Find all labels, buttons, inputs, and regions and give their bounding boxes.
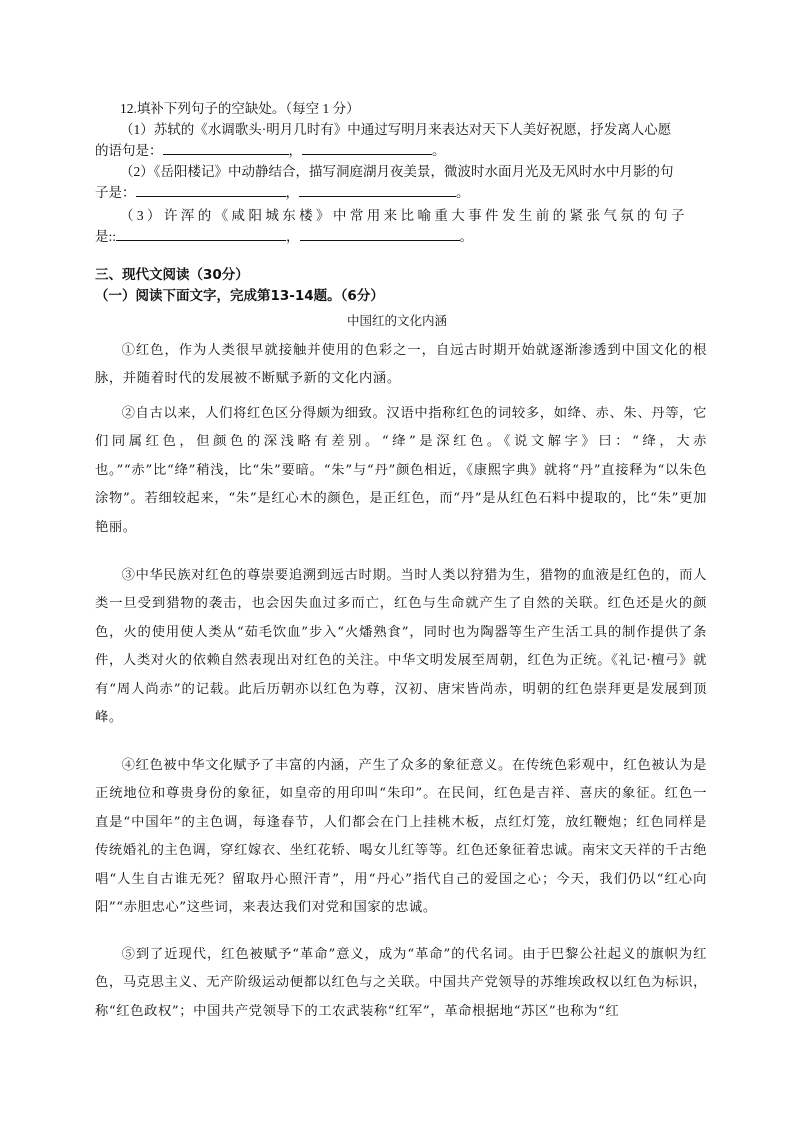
answer-blank[interactable] [136,184,286,197]
article-title: 中国红的文化内涵 [346,313,447,328]
question-12-item-2-answer: 子是： ， 。 [95,185,470,200]
answer-blank[interactable] [163,142,289,155]
question-12-item-2-text: （2）《岳阳楼记》中动静结合，描写洞庭湖月夜美景，微波时水面月光及无风时水中月影的句 [120,164,674,179]
article-paragraph-2: ②自古以来，人们将红色区分得颇为细致。汉语中指称红色的词较多，如绛、赤、朱、丹等，它们同属红色，但颜色的深浅略有差别。“绛”是深红色。《说文解字》曰：“绛，大赤也。”“赤”比“绛”稍浅，比“朱”要暗。“朱”与“丹”颜色相近，《康熙字典》就将“丹”直接释为“以朱色涂物”。若细较起来，“朱”是红心木的颜色，是正红色，而“丹”是从红色石料中提取的，比“朱”更加艳丽。 [95,406,707,535]
answer-prefix: 的语句是： [95,143,163,158]
answer-blank[interactable] [300,228,460,241]
question-12-item-1-text: （1）苏轼的《水调歌头·明月几时有》中通过写明月来表达对天下人美好祝愿，抒发离人心愿 [120,122,672,137]
question-12-title: 12.填补下列句子的空缺处。（每空 1 分） [120,101,360,116]
article-paragraph-5: ⑤到了近现代，红色被赋予“革命”意义，成为“革命”的代名词。由于巴黎公社起义的旗帜为红色，马克思主义、无产阶级运动便都以红色与之关联。中国共产党领导的苏维埃政权以红色为标识，称“红色政权”；中国共产党领导下的工农武装称“红军”，革命根据地“苏区”也称为“红 [95,947,707,1019]
answer-prefix: 是:: [95,229,117,244]
answer-blank[interactable] [302,142,432,155]
answer-blank[interactable] [299,184,456,197]
answer-blank[interactable] [116,228,286,241]
question-12-item-1-answer: 的语句是： ， 。 [95,143,446,158]
article-paragraph-1: ①红色，作为人类很早就接触并使用的色彩之一，自远古时期开始就逐渐渗透到中国文化的根脉，并随着时代的发展被不断赋予新的文化内涵。 [95,343,707,387]
question-12-item-3-answer: 是:: ， 。 [95,229,474,244]
section-heading: 三、现代文阅读（30分） [95,267,249,283]
answer-prefix: 子是： [95,185,136,200]
section-subheading: （一）阅读下面文字，完成第13-14题。（6分） [95,288,384,304]
question-12-item-3-text: （3）许浑的《咸阳城东楼》中常用来比喻重大事件发生前的紧张气氛的句子 [120,208,688,223]
article-paragraph-3: ③中华民族对红色的尊崇要追溯到远古时期。当时人类以狩猎为生，猎物的血液是红色的，而人类一旦受到猎物的袭击，也会因失血过多而亡，红色与生命就产生了自然的关联。红色还是火的颜色，火的使用使人类从“茹毛饮血”步入“火燔熟食”，同时也为陶器等生产生活工具的制作提供了条件，人类对火的依赖自然表现出对红色的关注。中华文明发展至周朝，红色为正统。《礼记·檀弓》就有“周人尚赤”的记载。此后历朝亦以红色为尊，汉初、唐宋皆尚赤，明朝的红色崇拜更是发展到顶峰。 [95,568,707,726]
article-paragraph-4: ④红色被中华文化赋予了丰富的内涵，产生了众多的象征意义。在传统色彩观中，红色被认为是正统地位和尊贵身份的象征，如皇帝的用印叫“朱印”。在民间，红色是吉祥、喜庆的象征。红色一直是“中国年”的主色调，每逢春节，人们都会在门上挂桃木板，点红灯笼，放红鞭炮；红色同样是传统婚礼的主色调，穿红嫁衣、坐红花轿、喝女儿红等等。红色还象征着忠诚。南宋文天祥的千古绝唱“人生自古谁无死？留取丹心照汗青”，用“丹心”指代自己的爱国之心；今天，我们仍以“红心向阳”“赤胆忠心”这些词，来表达我们对党和国家的忠诚。 [95,758,707,916]
